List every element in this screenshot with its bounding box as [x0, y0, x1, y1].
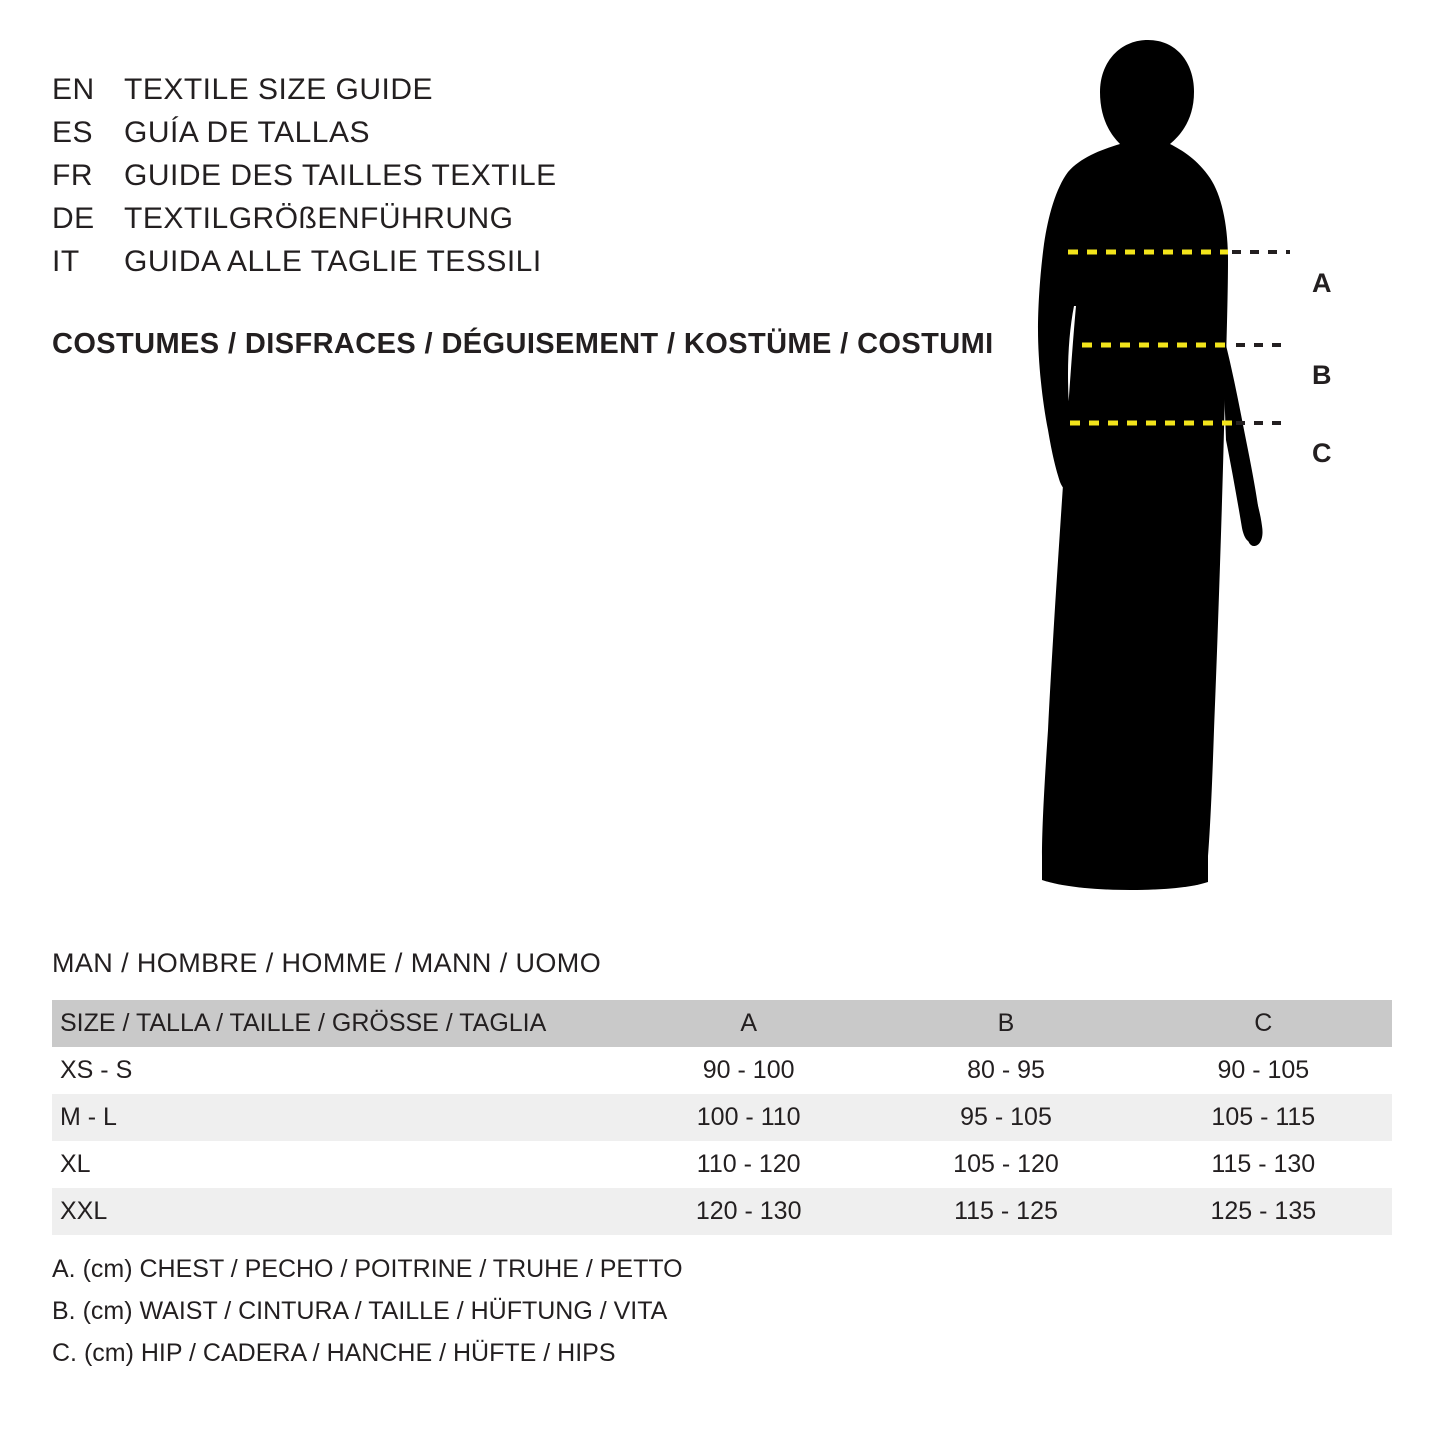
language-row-de: [52, 197, 952, 240]
table-row: [52, 1141, 1392, 1188]
cell-a: 90 - 100: [702, 1056, 795, 1084]
language-code-de: DE: [52, 202, 95, 235]
legend-item-b: B. (cm) WAIST / CINTURA / TAILLE / HÜFTUNG / VITA: [52, 1297, 668, 1325]
cell-c: 125 - 135: [1210, 1197, 1317, 1225]
cell-a: 100 - 110: [696, 1103, 801, 1131]
cell-size: M - L: [60, 1103, 117, 1131]
cell-c: 105 - 115: [1211, 1103, 1316, 1131]
measurement-legend: [52, 1248, 683, 1374]
language-row-fr: [52, 154, 952, 197]
size-table-body: [52, 1047, 1392, 1235]
language-row-it: [52, 240, 952, 283]
table-row: [52, 1094, 1392, 1141]
measure-label-b: B: [1312, 360, 1332, 390]
language-text-fr: GUIDE DES TAILLES TEXTILE: [124, 159, 557, 192]
column-header-a: A: [740, 1009, 757, 1037]
language-text-it: GUIDA ALLE TAGLIE TESSILI: [124, 245, 542, 278]
cell-size: XXL: [60, 1197, 108, 1225]
cell-size: XL: [60, 1150, 91, 1178]
cell-b: 80 - 95: [967, 1056, 1045, 1084]
table-header-row: [52, 1000, 1392, 1047]
legend-item-a: A. (cm) CHEST / PECHO / POITRINE / TRUHE / PETTO: [52, 1255, 683, 1283]
cell-c: 115 - 130: [1211, 1150, 1316, 1178]
column-header-c: C: [1254, 1009, 1273, 1037]
language-code-es: ES: [52, 116, 94, 149]
costumes-subtitle: COSTUMES / DISFRACES / DÉGUISEMENT / KOSTÜME / COSTUMI: [52, 328, 994, 360]
language-row-en: [52, 68, 952, 111]
table-group-title: MAN / HOMBRE / HOMME / MANN / UOMO: [52, 948, 602, 978]
language-list: [52, 68, 952, 283]
legend-item-c: C. (cm) HIP / CADERA / HANCHE / HÜFTE / HIPS: [52, 1339, 616, 1367]
table-row: [52, 1047, 1392, 1094]
cell-b: 95 - 105: [960, 1103, 1052, 1131]
measure-label-a: A: [1312, 268, 1332, 298]
cell-b: 105 - 120: [953, 1150, 1059, 1178]
language-code-en: EN: [52, 73, 95, 106]
language-text-es: GUÍA DE TALLAS: [124, 116, 370, 149]
language-code-it: IT: [52, 245, 80, 278]
cell-a: 120 - 130: [695, 1197, 802, 1225]
language-text-de: TEXTILGRÖßENFÜHRUNG: [124, 202, 514, 235]
measure-label-c: C: [1312, 438, 1332, 468]
body-silhouette-icon: [960, 30, 1380, 910]
column-header-size: SIZE / TALLA / TAILLE / GRÖSSE / TAGLIA: [60, 1009, 547, 1037]
language-code-fr: FR: [52, 159, 93, 192]
cell-size: XS - S: [60, 1056, 133, 1084]
size-table: [52, 1000, 1392, 1235]
language-row-es: [52, 111, 952, 154]
cell-a: 110 - 120: [696, 1150, 801, 1178]
language-text-en: TEXTILE SIZE GUIDE: [124, 73, 434, 106]
figure-illustration: [960, 30, 1380, 910]
size-table-head: [52, 1000, 1392, 1047]
cell-b: 115 - 125: [954, 1197, 1058, 1225]
table-row: [52, 1188, 1392, 1235]
cell-c: 90 - 105: [1217, 1056, 1310, 1084]
column-header-b: B: [997, 1009, 1015, 1037]
